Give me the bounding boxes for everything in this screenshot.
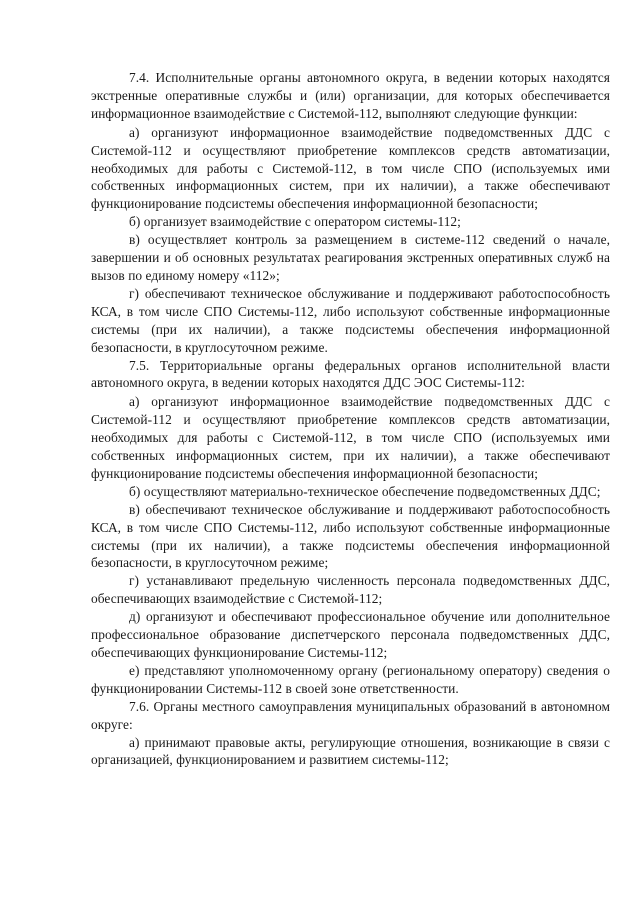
- paragraph-7-4-a: а) организуют информационное взаимодействие подведомственных ДДС с Системой-112 и осуществляют приобретение комплексов средств автоматизации, необходимых для работы с Системой-112, в том числе СПО (используемых ими собственных информационных систем, при их наличии), а также обеспечивают функционирование подсистемы обеспечения информационной безопасности;: [91, 124, 610, 212]
- paragraph-7-5-e: е) представляют уполномоченному органу (региональному оператору) сведения о функционировании Системы-112 в своей зоне ответственности.: [91, 662, 610, 696]
- paragraph-7-4: 7.4. Исполнительные органы автономного округа, в ведении которых находятся экстренные оперативные службы и (или) организации, для которых обеспечивается информационное взаимодействие с Системой-112, выполняют следующие функции:: [91, 70, 610, 121]
- paragraph-7-6-a: а) принимают правовые акты, регулирующие отношения, возникающие в связи с организацией, функционированием и развитием системы-112;: [91, 734, 610, 768]
- paragraph-7-6: 7.6. Органы местного самоуправления муниципальных образований в автономном округе:: [91, 698, 610, 732]
- paragraph-7-5: 7.5. Территориальные органы федеральных органов исполнительной власти автономного округа, в ведении которых находятся ДДС ЭОС Системы-112:: [91, 357, 610, 391]
- paragraph-7-4-v: в) осуществляет контроль за размещением в системе-112 сведений о начале, завершении и об основных результатах реагирования экстренных оперативных служб на вызов по единому номеру «112»;: [91, 232, 610, 283]
- paragraph-7-5-b: б) осуществляют материально-техническое обеспечение подведомственных ДДС;: [129, 483, 601, 499]
- paragraph-7-5-a: а) организуют информационное взаимодействие подведомственных ДДС с Системой-112 и осуществляют приобретение комплексов средств автоматизации, необходимых для работы с Системой-112, в том числе СПО (используемых ими собственных информационных систем, при их наличии), а также обеспечивают функционирование подсистемы обеспечения информационной безопасности;: [91, 394, 610, 481]
- paragraph-7-4-g: г) обеспечивают техническое обслуживание и поддерживают работоспособность КСА, в том числе СПО Системы-112, либо используют собственные информационные системы (при их наличии), а также подсистемы обеспечения информационной безопасности, в круглосуточном режиме.: [91, 285, 610, 355]
- paragraph-7-5-d: д) организуют и обеспечивают профессиональное обучение или дополнительное профессиональное образование диспетчерского персонала подведомственных ДДС, обеспечивающих функционирование Системы-112;: [91, 609, 610, 660]
- paragraph-7-4-b: б) организует взаимодействие с оператором системы-112;: [129, 214, 461, 230]
- paragraph-7-5-g: г) устанавливают предельную численность персонала подведомственных ДДС, обеспечивающих взаимодействие с Системой-112;: [91, 573, 610, 607]
- paragraph-7-5-v: в) обеспечивают техническое обслуживание и поддерживают работоспособность КСА, в том числе СПО Системы-112, либо используют собственные информационные системы (при их наличии), а также подсистемы обеспечения информационной безопасности, в круглосуточном режиме;: [91, 501, 610, 571]
